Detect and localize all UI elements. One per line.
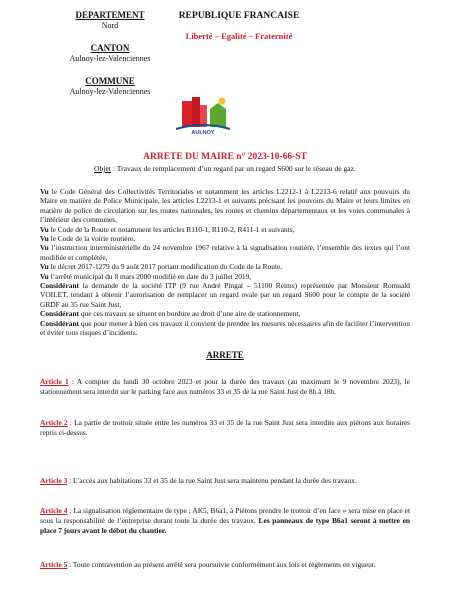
departement-value: Nord bbox=[101, 21, 119, 30]
commune-label: COMMUNE bbox=[85, 76, 135, 86]
article-text: : L’accès aux habitations 33 et 35 de la rue Saint Just sera maintenu pendant la durée des travaux. bbox=[67, 476, 357, 485]
consideration-lead: Vu bbox=[40, 262, 49, 272]
logo-red-tower-3 bbox=[200, 105, 207, 127]
logo-caption: AULNOY bbox=[191, 130, 215, 136]
consideration-lead: Vu bbox=[40, 187, 49, 196]
consideration-lead: Vu bbox=[40, 224, 49, 234]
consideration-text: le Code de la Route et notamment les articles R110-1, R110-2, R411-1 et suivants, bbox=[48, 224, 295, 234]
consideration-lead: Vu bbox=[40, 271, 49, 281]
republic-header bbox=[168, 10, 310, 42]
article-text: : La partie de trottoir située entre les numéros 33 et 35 de la rue Saint Just sera interdite aux piétons aux horaires repris ci-dessus. bbox=[40, 418, 410, 437]
article-5 bbox=[40, 560, 410, 570]
article-2 bbox=[40, 418, 410, 438]
article-label: Article 3 bbox=[40, 476, 68, 485]
article-text: : A compter du lundi 30 octobre 2023 et pour la durée des travaux (au maximum le 9 novembre 2023), le stationnement sera interdit sur le parking face aux numéros 33 et 35 de la rue Saint Just de 8h à 18h. bbox=[40, 377, 411, 396]
consideration-text: que pour mener à bien ces travaux il convient de prendre les mesures nécessaires afin de faciliter l’intervention et éviter tous risques d’incidents. bbox=[40, 318, 410, 338]
consideration-item bbox=[40, 187, 410, 225]
subject-label: Objet bbox=[94, 164, 111, 173]
article-label: Article 5 bbox=[40, 560, 68, 569]
consideration-item bbox=[40, 225, 410, 234]
republic-title: REPUBLIQUE FRANCAISE bbox=[178, 11, 300, 21]
consideration-text: le décret 2017-1279 du 9 août 2017 portant modification du Code de la Route, bbox=[48, 262, 283, 272]
article-3 bbox=[40, 476, 410, 486]
consideration-item bbox=[40, 319, 410, 338]
article-1 bbox=[40, 377, 410, 397]
decree-number: 2023-10-66-ST bbox=[247, 152, 307, 162]
article-label: Article 2 bbox=[40, 418, 68, 427]
consideration-item bbox=[40, 234, 410, 243]
consideration-item bbox=[40, 243, 410, 262]
decree-title-prefix: ARRETE DU MAIRE n° bbox=[143, 152, 246, 162]
article-label: Article 4 bbox=[40, 506, 68, 515]
consideration-text: l’instruction interministérielle du 24 novembre 1967 relative à la signalisation routière, l’ensemble des textes qui l’ont modifiée et complétée, bbox=[40, 243, 410, 262]
consideration-text: la demande de la société ITP (9 rue André Pingat – 51100 Reims) représentée par Monsieur Romuald VOILET, tendant à obtenir l’autorisation de remplacer un regard ovale par un regard S600 pour le compte de la société GRDF au 35 rue Saint Just, bbox=[40, 281, 410, 309]
commune-value: Aulnoy-lez-Valenciennes bbox=[69, 87, 151, 96]
article-text: : Toute contravention au présent arrêté sera poursuivie conformément aux lois et règlements en vigueur. bbox=[67, 560, 376, 569]
logo-red-tower-2 bbox=[192, 97, 200, 127]
article-bold-text: Les panneaux de type B6a1 seront à mettre en place 7 jours avant le début du chantier. bbox=[40, 516, 410, 535]
consideration-item bbox=[40, 272, 410, 281]
canton-label: CANTON bbox=[90, 43, 130, 53]
consideration-text: que ces travaux se situent en bordure au droit d’une aire de stationnement, bbox=[79, 309, 301, 319]
consideration-lead: Considérant bbox=[40, 281, 80, 291]
arrete-heading: ARRETE bbox=[206, 350, 244, 360]
administrative-header bbox=[50, 10, 170, 105]
article-text: : La signalisation réglementaire de type ; AK5, B6a1, à Piétons prendre le trottoir d’en face » sera mise en place et sous la responsabilité de l’entreprise durant toute la durée des travaux. bbox=[40, 506, 410, 525]
consideration-lead: Considérant bbox=[40, 309, 80, 319]
consideration-text: l’arrêté municipal du 8 mars 2000 modifié en date du 3 juillet 2019, bbox=[48, 271, 252, 281]
considerations-block bbox=[40, 187, 410, 338]
republic-motto: Liberté – Egalité – Fraternité bbox=[185, 31, 293, 41]
logo-green-house bbox=[210, 103, 226, 127]
article-4 bbox=[40, 506, 410, 536]
subject-text: : Travaux de remplacement d’un regard par un regard S600 sur le réseau de gaz. bbox=[110, 164, 356, 173]
consideration-item bbox=[40, 281, 410, 309]
consideration-item bbox=[40, 262, 410, 271]
canton-value: Aulnoy-lez-Valenciennes bbox=[69, 54, 151, 63]
consideration-lead: Considérant bbox=[40, 318, 80, 328]
logo-red-tower bbox=[182, 101, 192, 127]
departement-label: DEPARTEMENT bbox=[75, 10, 145, 20]
consideration-item bbox=[40, 309, 410, 318]
logo-sun bbox=[219, 98, 226, 105]
article-label: Article 1 bbox=[40, 377, 69, 386]
consideration-lead: Vu bbox=[40, 243, 49, 253]
consideration-text: le Code Général des Collectivités Territoriales et notamment les articles L2212-1 à L2213-6 relatif aux pouvoirs du Maire en matière de Police Municipale, les articles L2213-1 et suivants précisant les pouvoirs du Maire et leurs limites en matière de police de circulation sur les routes nationales, les routes et chemins départementaux et les voies communales à l’intérieur des communes, bbox=[40, 187, 410, 225]
decree-title bbox=[40, 152, 410, 163]
consideration-text: le Code de la voirie routière, bbox=[48, 234, 136, 244]
decree-subject bbox=[40, 164, 410, 174]
consideration-lead: Vu bbox=[40, 234, 49, 244]
